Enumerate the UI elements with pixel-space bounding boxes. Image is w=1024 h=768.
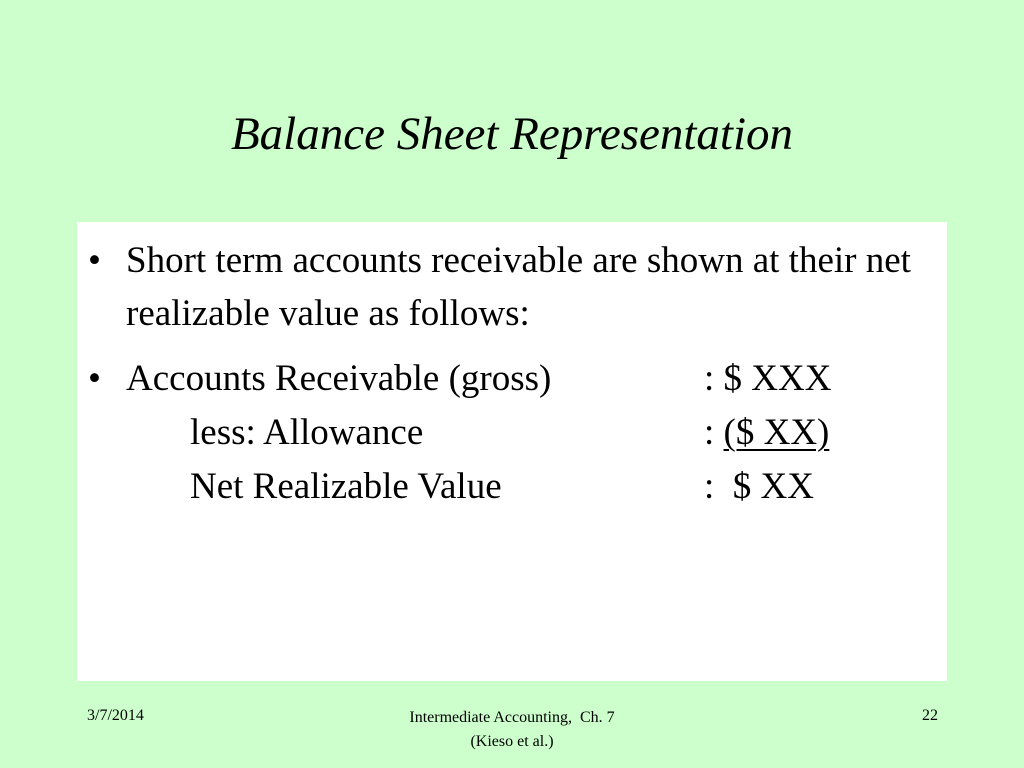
- footer-course-line: (Kieso et al.): [470, 733, 554, 750]
- row-separator: :: [704, 466, 715, 507]
- row-value: $ XXX: [723, 358, 832, 399]
- footer-course-line: Intermediate Accounting, Ch. 7: [409, 709, 615, 726]
- row-amount: [704, 352, 831, 405]
- table-row: [126, 352, 941, 406]
- bullet-marker: •: [88, 358, 101, 399]
- row-label: Net Realizable Value: [190, 466, 502, 507]
- footer-date: 3/7/2014: [87, 707, 144, 724]
- row-value: ($ XX): [723, 412, 830, 453]
- row-label: Accounts Receivable (gross): [126, 358, 552, 399]
- footer-course: [312, 706, 712, 754]
- receivable-table: [126, 352, 941, 514]
- row-separator: :: [704, 358, 715, 399]
- table-row: [126, 406, 941, 460]
- bullet-text: Short term accounts receivable are shown at their net realizable value as follows:: [126, 240, 911, 334]
- table-row: [126, 460, 941, 514]
- row-amount: [704, 406, 829, 459]
- slide-title: Balance Sheet Representation: [230, 108, 794, 160]
- content-box: [77, 222, 947, 681]
- row-amount: [704, 460, 814, 513]
- bullet-marker: •: [88, 240, 101, 281]
- row-label: less: Allowance: [190, 412, 424, 453]
- page-number: 22: [922, 707, 938, 724]
- row-value: $ XX: [732, 466, 814, 507]
- row-separator: :: [704, 412, 715, 453]
